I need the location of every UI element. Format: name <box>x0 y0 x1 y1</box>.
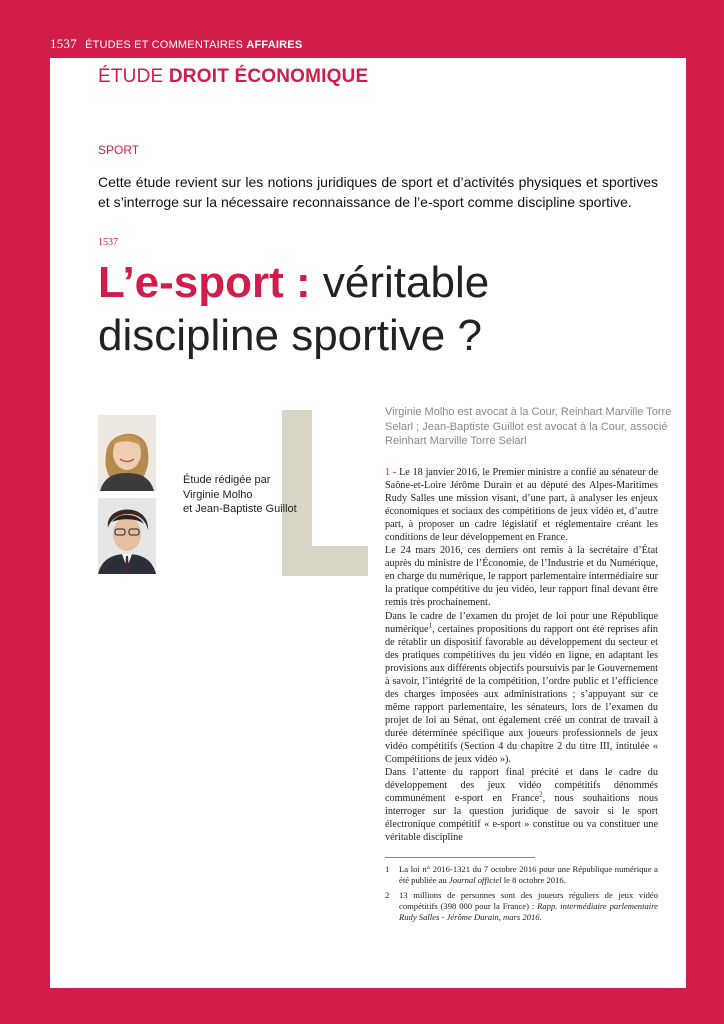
author-credit-line: Virginie Molho <box>183 488 253 501</box>
footnote-text: La loi n° 2016-1321 du 7 octobre 2016 pour une République numérique a été publiée au Journal officiel le 8 octobre 2016. <box>399 864 658 885</box>
section-title <box>98 66 368 88</box>
title-line2: discipline sportive ? <box>98 311 482 360</box>
header-bold: AFFAIRES <box>246 39 303 51</box>
author-photo-jean-baptiste-guillot <box>98 498 156 574</box>
title-line1-rest: véritable <box>310 258 490 307</box>
paragraph <box>385 466 658 544</box>
bottom-red-band <box>0 988 724 1024</box>
author-photo-virginie-molho <box>98 415 156 491</box>
footnote-number: 1 <box>385 864 390 874</box>
rubric-label: SPORT <box>98 143 140 157</box>
paragraph <box>385 610 658 767</box>
header-prefix: ÉTUDES ET COMMENTAIRES <box>85 39 244 51</box>
right-red-band <box>686 0 724 1024</box>
article-body <box>385 466 658 844</box>
footnote-ref[interactable]: 1 <box>428 621 433 630</box>
title-highlight: L’e-sport : <box>98 258 311 307</box>
header-number: 1537 <box>50 36 77 51</box>
paragraph <box>385 766 658 844</box>
section-prefix: ÉTUDE <box>98 66 164 87</box>
section-bold: DROIT ÉCONOMIQUE <box>168 66 369 87</box>
paragraph-text: , certaines propositions du rapport ont été reprises afin de rétablir un dispositif favorable au développement du secteur et des pratiques compétitives du jeu vidéo en ligne, en adaptant les provisions aux différents objectifs poursuivis par le Gouvernement à savoir, l’intégrité de la compétition, l’ordre public et l’efficience des charges imposées aux administrations ; s’appuyant sur ce même rapport parlementaire, les sénateurs, lors de l’examen du projet de loi au Sénat, ont également créé un contrat de travail à durée déterminée spécifique aux joueurs professionnels de jeux vidéo compétitifs (Section 4 du chapitre 2 du titre III, intitulée « Compétitions de jeux vidéo »). <box>385 623 658 766</box>
author-credit-line: Étude rédigée par <box>183 474 271 486</box>
article-title <box>98 256 678 362</box>
footnote-ref[interactable]: 2 <box>539 790 543 799</box>
paragraph-text: , nous souhaitions nous interroger sur la question juridique de savoir si le sport électronique compétitif « e-sport » constitue ou va constituer une véritable discipline <box>385 793 658 844</box>
paragraph: Le 24 mars 2016, ces derniers ont remis à la secrétaire d’État auprès du ministre de l’Économie, de l’Industrie et du Numérique, en charge du numérique, le rapport parlementaire intermédiaire sur la pratique compétitive du jeu vidéo, leur rapport final devant être remis très prochainement. <box>385 545 658 609</box>
paragraph-text: Dans l’attente du rapport final précité et dans le cadre du développement des jeux vidéo compétitifs dénommés communément e-sport en France <box>385 767 658 805</box>
footnote-divider <box>385 857 535 858</box>
paragraph-text: Dans le cadre de l’examen du projet de loi pour une République numérique <box>385 610 658 635</box>
running-header <box>50 36 302 52</box>
footnote-text: 13 millions de personnes sont des joueurs réguliers de jeux vidéo compétitifs (398 000 pour la France) : Rapp. intermédiaire parlementaire Rudy Salles - Jérôme Durain, mars 2016. <box>399 890 658 922</box>
author-credit-line: et Jean-Baptiste Guillot <box>183 503 297 515</box>
footnote <box>385 890 658 923</box>
footnote-number: 2 <box>385 890 390 900</box>
paragraph-text: Le 18 janvier 2016, le Premier ministre a confié au sénateur de Saône-et-Loire Jérôme Durain et au député des Alpes-Maritimes Rudy Salles une mission visant, d’une part, à analyser les enjeux économiques et sociaux des compétitions de jeux vidéo et, d’autre part, à proposer un cadre législatif et réglementaire créant les conditions de leur développement en France. <box>385 467 658 544</box>
drop-letter-foot <box>282 546 368 576</box>
left-red-band <box>0 0 50 1024</box>
page-number: Page 22 <box>50 974 88 985</box>
author-credit <box>183 473 297 517</box>
paragraph-number: 1 - <box>385 467 400 478</box>
publication-footer: LA SEMAINE JURIDIQUE - ENTREPRISE ET AFFAIRES - N° 41 - 13 OCTOBRE 2016 <box>322 975 658 985</box>
author-bio: Virginie Molho est avocat à la Cour, Reinhart Marville Torre Selarl ; Jean-Baptiste Guillot est avocat à la Cour, associé Reinhart Marville Torre Selarl <box>385 406 672 447</box>
footnotes <box>385 864 658 927</box>
abstract: Cette étude revient sur les notions juridiques de sport et d’activités physiques et sportives et s’interroge sur la nécessaire reconnaissance de l’e-sport comme discipline sportive. <box>98 174 658 210</box>
article-number: 1537 <box>98 237 118 248</box>
footnote <box>385 864 658 886</box>
